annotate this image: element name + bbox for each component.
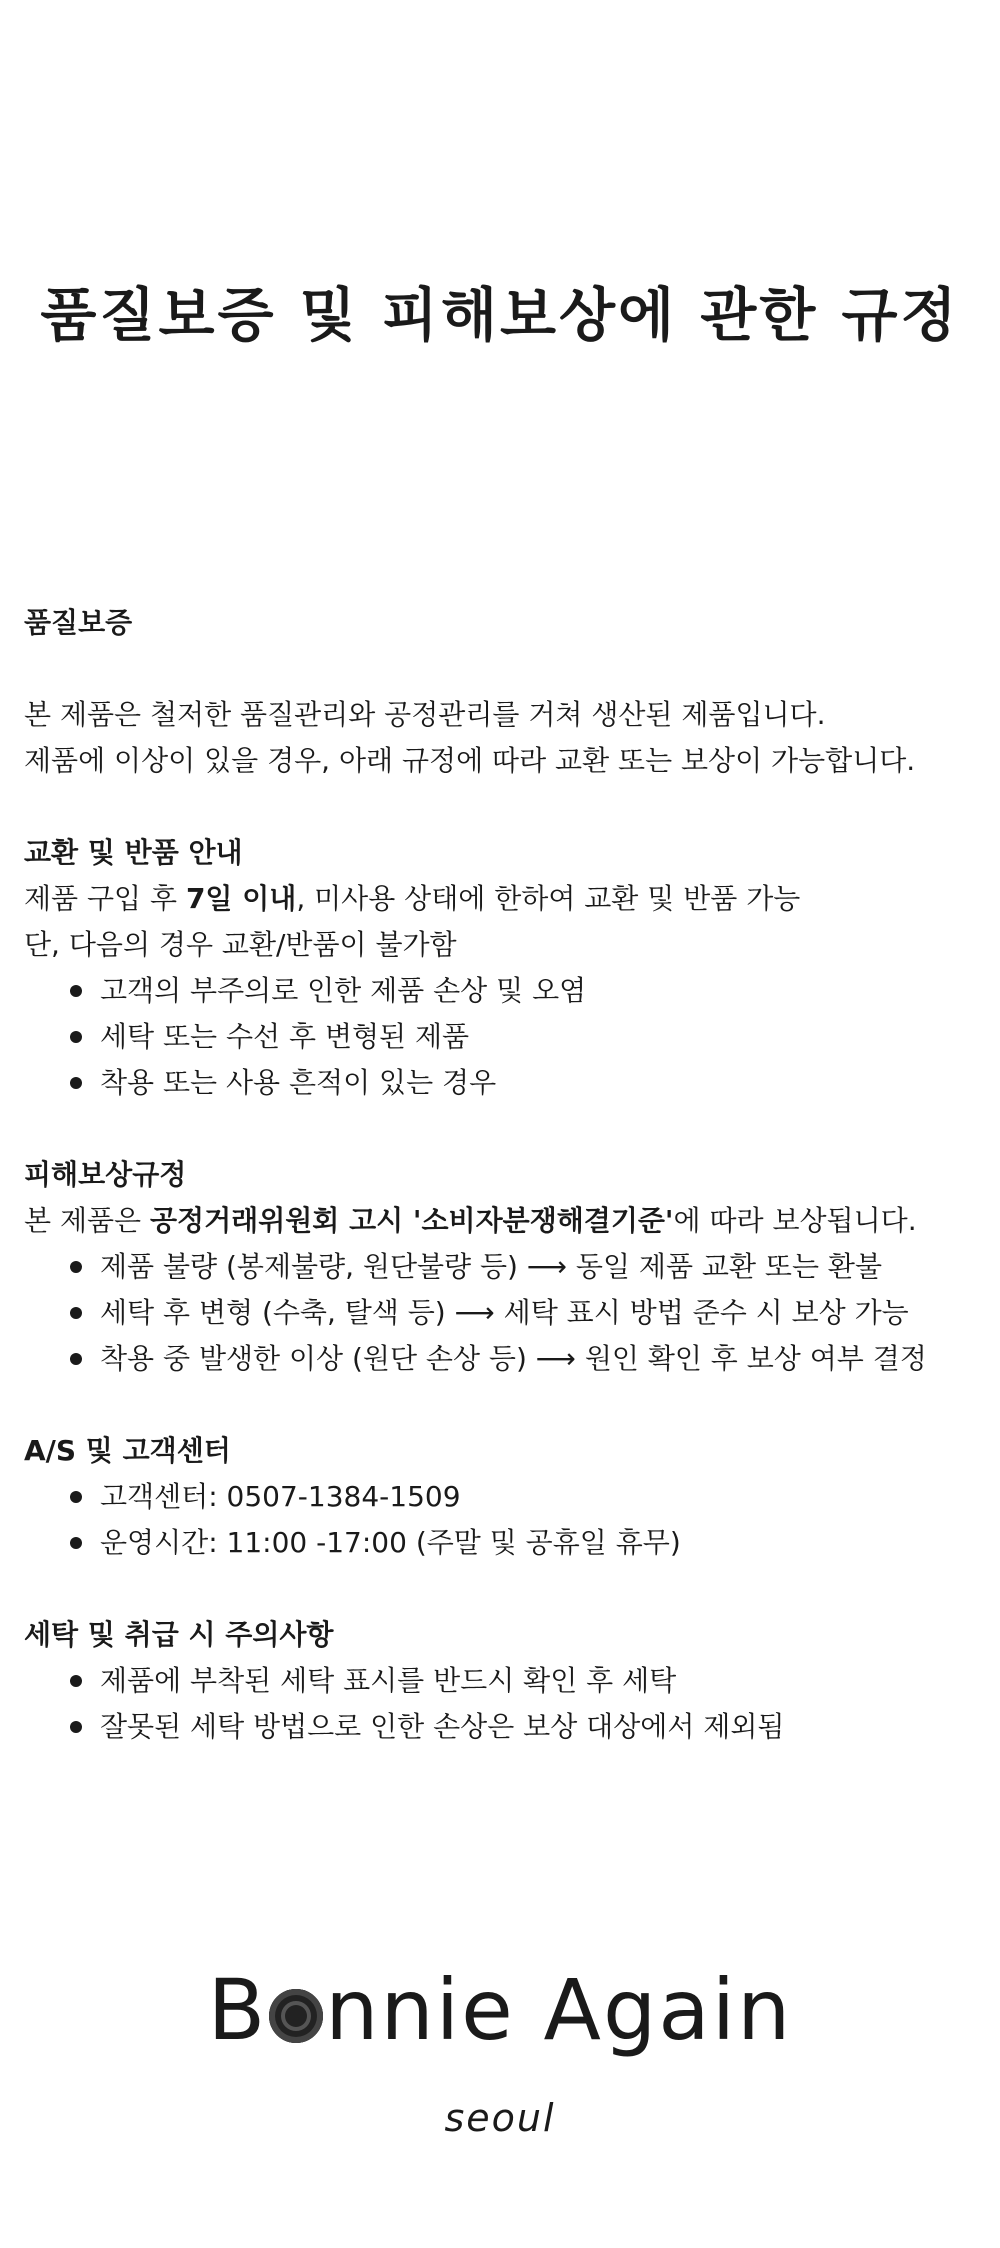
- list-item: [70, 1520, 984, 1566]
- as-center-section: [24, 1428, 984, 1566]
- compensation-heading: 피해보상규정: [24, 1158, 187, 1191]
- as-center-list: [24, 1474, 984, 1566]
- compensation-list: [24, 1244, 984, 1382]
- compensation-section: [24, 1152, 984, 1382]
- list-item: [70, 1658, 984, 1704]
- compensation-line-1: [24, 1198, 984, 1244]
- brand-logo-sub: seoul: [444, 2096, 556, 2140]
- exchange-line-1-bold: 7일 이내: [185, 882, 297, 915]
- as-center-heading: A/S 및 고객센터: [24, 1434, 231, 1467]
- list-item: [70, 1014, 984, 1060]
- compensation-line-1-pre: 본 제품은: [24, 1204, 150, 1237]
- care-list: [24, 1658, 984, 1750]
- compensation-line-1-post: 에 따라 보상됩니다.: [673, 1204, 917, 1237]
- compensation-line-1-bold: 공정거래위원회 고시 '소비자분쟁해결기준': [150, 1204, 674, 1237]
- bullet-icon: [70, 1353, 82, 1365]
- customer-center-phone: 고객센터: 0507-1384-1509: [100, 1480, 461, 1513]
- quality-line-1: 본 제품은 철저한 품질관리와 공정관리를 거쳐 생산된 제품입니다.: [24, 698, 826, 731]
- list-item: [70, 1704, 984, 1750]
- list-item: [70, 1244, 984, 1290]
- list-item-text: 제품에 부착된 세탁 표시를 반드시 확인 후 세탁: [100, 1664, 677, 1697]
- exchange-list: [24, 968, 984, 1106]
- exchange-section: [24, 830, 984, 1106]
- brand-logo: [0, 1960, 1000, 2140]
- bullet-icon: [70, 1675, 82, 1687]
- brand-logo-name: [0, 1960, 1000, 2060]
- document-body: [24, 600, 984, 1796]
- exchange-line-1-pre: 제품 구입 후: [24, 882, 186, 915]
- list-item: [70, 1060, 984, 1106]
- bullet-icon: [70, 1307, 82, 1319]
- exchange-heading: 교환 및 반품 안내: [24, 836, 243, 869]
- exchange-line-1: [24, 876, 984, 922]
- list-item: [70, 1336, 984, 1382]
- list-item-text: 착용 또는 사용 흔적이 있는 경우: [100, 1066, 497, 1099]
- quality-heading: 품질보증: [24, 606, 133, 639]
- list-item: [70, 1290, 984, 1336]
- list-item-text: 제품 불량 (봉제불량, 원단불량 등) ⟶ 동일 제품 교환 또는 환불: [100, 1250, 882, 1283]
- bullet-icon: [70, 1077, 82, 1089]
- list-item-text: 착용 중 발생한 이상 (원단 손상 등) ⟶ 원인 확인 후 보상 여부 결정: [100, 1342, 927, 1375]
- list-item-text: 세탁 또는 수선 후 변형된 제품: [100, 1020, 470, 1053]
- operating-hours: 운영시간: 11:00 -17:00 (주말 및 공휴일 휴무): [100, 1526, 681, 1559]
- brand-logo-name-part-2: nnie Again: [325, 1961, 793, 2059]
- care-heading: 세탁 및 취급 시 주의사항: [24, 1618, 334, 1651]
- bullet-icon: [70, 985, 82, 997]
- bullet-icon: [70, 1491, 82, 1503]
- care-section: [24, 1612, 984, 1750]
- list-item-text: 고객의 부주의로 인한 제품 손상 및 오염: [100, 974, 587, 1007]
- list-item: [70, 968, 984, 1014]
- quality-line-2: 제품에 이상이 있을 경우, 아래 규정에 따라 교환 또는 보상이 가능합니다.: [24, 744, 916, 777]
- flower-icon: [269, 1989, 323, 2043]
- bullet-icon: [70, 1031, 82, 1043]
- bullet-icon: [70, 1261, 82, 1273]
- list-item-text: 잘못된 세탁 방법으로 인한 손상은 보상 대상에서 제외됨: [100, 1710, 785, 1743]
- bullet-icon: [70, 1537, 82, 1549]
- quality-section: [24, 600, 984, 784]
- exchange-line-1-post: , 미사용 상태에 한하여 교환 및 반품 가능: [296, 882, 801, 915]
- bullet-icon: [70, 1721, 82, 1733]
- list-item-text: 세탁 후 변형 (수축, 탈색 등) ⟶ 세탁 표시 방법 준수 시 보상 가능: [100, 1296, 909, 1329]
- page-title: 품질보증 및 피해보상에 관한 규정: [40, 281, 960, 349]
- brand-logo-name-part-1: B: [207, 1961, 268, 2059]
- list-item: [70, 1474, 984, 1520]
- exchange-line-2: 단, 다음의 경우 교환/반품이 불가함: [24, 928, 457, 961]
